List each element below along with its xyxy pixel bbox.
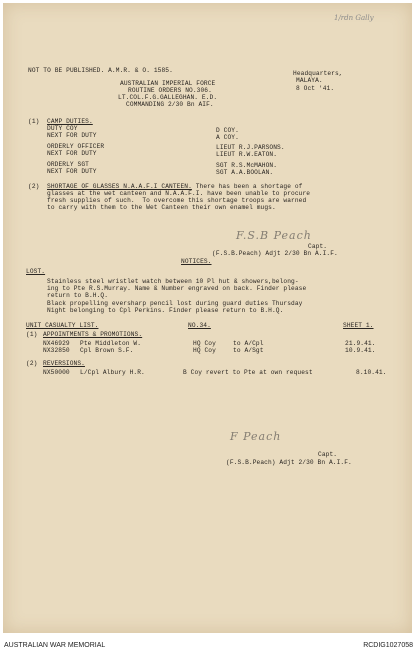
duty-label: ORDERLY SGT bbox=[47, 161, 89, 168]
soldier-name: Pte Middleton W. bbox=[80, 340, 142, 347]
orders-title: ROUTINE ORDERS NO.306. bbox=[128, 87, 212, 94]
reversion-action: B Coy revert to Pte at own request bbox=[183, 369, 313, 376]
casualty-list-title: UNIT CASUALTY LIST. bbox=[26, 322, 99, 329]
notices-title: NOTICES. bbox=[181, 258, 212, 265]
notice-line: return to B.H.Q. bbox=[47, 292, 109, 299]
shortage-para-first-line bbox=[47, 183, 303, 190]
duty-label: DUTY COY bbox=[47, 125, 78, 132]
shortage-line: glasses at the wet canteen and N.A.A.F.I. have been unable to procure bbox=[47, 190, 311, 197]
shortage-title: SHORTAGE OF GLASSES N.A.A.F.I CANTEEN. bbox=[47, 183, 192, 190]
duty-value: LIEUT R.W.EATON. bbox=[216, 151, 278, 158]
sheet-number: SHEET 1. bbox=[343, 322, 374, 329]
duty-label: NEXT FOR DUTY bbox=[47, 168, 97, 175]
archive-footer bbox=[0, 636, 417, 654]
section-number: (1) bbox=[26, 331, 38, 338]
service-number: NX32850 bbox=[43, 347, 70, 354]
appointments-title: APPOINTMENTS & PROMOTIONS. bbox=[43, 331, 143, 338]
adjutant-name: (F.S.B.Peach) Adjt 2/30 Bn A.I.F. bbox=[226, 459, 352, 466]
adjutant-name: (F.S.B.Peach) Adjt 2/30 Bn A.I.F. bbox=[212, 250, 338, 257]
service-number: NX50000 bbox=[43, 369, 70, 376]
soldier-name: Cpl Brown S.F. bbox=[80, 347, 134, 354]
lost-label: LOST. bbox=[26, 268, 46, 275]
duty-label: ORDERLY OFFICER bbox=[47, 143, 105, 150]
record-id: RCDIG1027058 bbox=[363, 642, 413, 649]
shortage-line: There has been a shortage of bbox=[191, 183, 303, 190]
shortage-line: fresh supplies of such. To overcome this shortage troops are warned bbox=[47, 197, 307, 204]
hq-place: Headquarters, bbox=[293, 70, 343, 77]
signature: F.S.B Peach bbox=[236, 229, 312, 242]
casualty-list-number: NO.34. bbox=[188, 322, 211, 329]
duty-value: LIEUT R.J.PARSONS. bbox=[216, 144, 285, 151]
signature: F Peach bbox=[230, 430, 282, 443]
notice-line: ing to Pte R.S.Murray. Name & Number engraved on back. Finder please bbox=[47, 285, 307, 292]
archive-name: AUSTRALIAN WAR MEMORIAL bbox=[4, 642, 106, 649]
promotion: to A/Sgt bbox=[233, 347, 264, 354]
duty-value: SGT R.S.McMAHON. bbox=[216, 162, 278, 169]
notice-line: Stainless steel wristlet watch between 10 Pl hut & showers,belong- bbox=[47, 278, 299, 285]
not-published-line: NOT TO BE PUBLISHED. A.M.R. & O. 1585. bbox=[28, 67, 173, 74]
shortage-number: (2) bbox=[28, 183, 40, 190]
hq-date: 8 Oct '41. bbox=[296, 85, 335, 92]
duty-value: A COY. bbox=[216, 134, 239, 141]
duty-label: NEXT FOR DUTY bbox=[47, 132, 97, 139]
section-number: (2) bbox=[26, 360, 38, 367]
notice-line: Black propelling eversharp pencil lost during guard duties Thursday bbox=[47, 300, 303, 307]
capt-label: Capt. bbox=[308, 243, 328, 250]
notice-line: Night belonging to Cpl Perkins. Finder please return to B.H.Q. bbox=[47, 307, 284, 314]
unit: HQ Coy bbox=[193, 340, 216, 347]
hq-location: MALAYA. bbox=[296, 77, 323, 84]
service-number: NX46929 bbox=[43, 340, 70, 347]
force-title: AUSTRALIAN IMPERIAL FORCE bbox=[120, 80, 216, 87]
promotion: to A/Cpl bbox=[233, 340, 264, 347]
effective-date: 8.10.41. bbox=[356, 369, 387, 376]
duties-number: (1) bbox=[28, 118, 40, 125]
reversions-title: REVERSIONS. bbox=[43, 360, 85, 367]
effective-date: 10.9.41. bbox=[345, 347, 376, 354]
camp-duties-title: CAMP DUTIES. bbox=[47, 118, 93, 125]
capt-label: Capt. bbox=[318, 451, 338, 458]
unit: HQ Coy bbox=[193, 347, 216, 354]
effective-date: 21.9.41. bbox=[345, 340, 376, 347]
pencil-annotation: 1/rdn Gally bbox=[334, 14, 374, 22]
commander-line: LT.COL.F.G.GALLEGHAN. E.D. bbox=[118, 94, 218, 101]
shortage-line: to carry with them to the Wet Canteen their own enamel mugs. bbox=[47, 204, 276, 211]
soldier-name: L/Cpl Albury H.R. bbox=[80, 369, 145, 376]
duty-label: NEXT FOR DUTY bbox=[47, 150, 97, 157]
duty-value: D COY. bbox=[216, 127, 239, 134]
commanding-line: COMMANDING 2/30 Bn AIF. bbox=[126, 101, 214, 108]
duty-value: SGT A.A.BOOLAN. bbox=[216, 169, 274, 176]
